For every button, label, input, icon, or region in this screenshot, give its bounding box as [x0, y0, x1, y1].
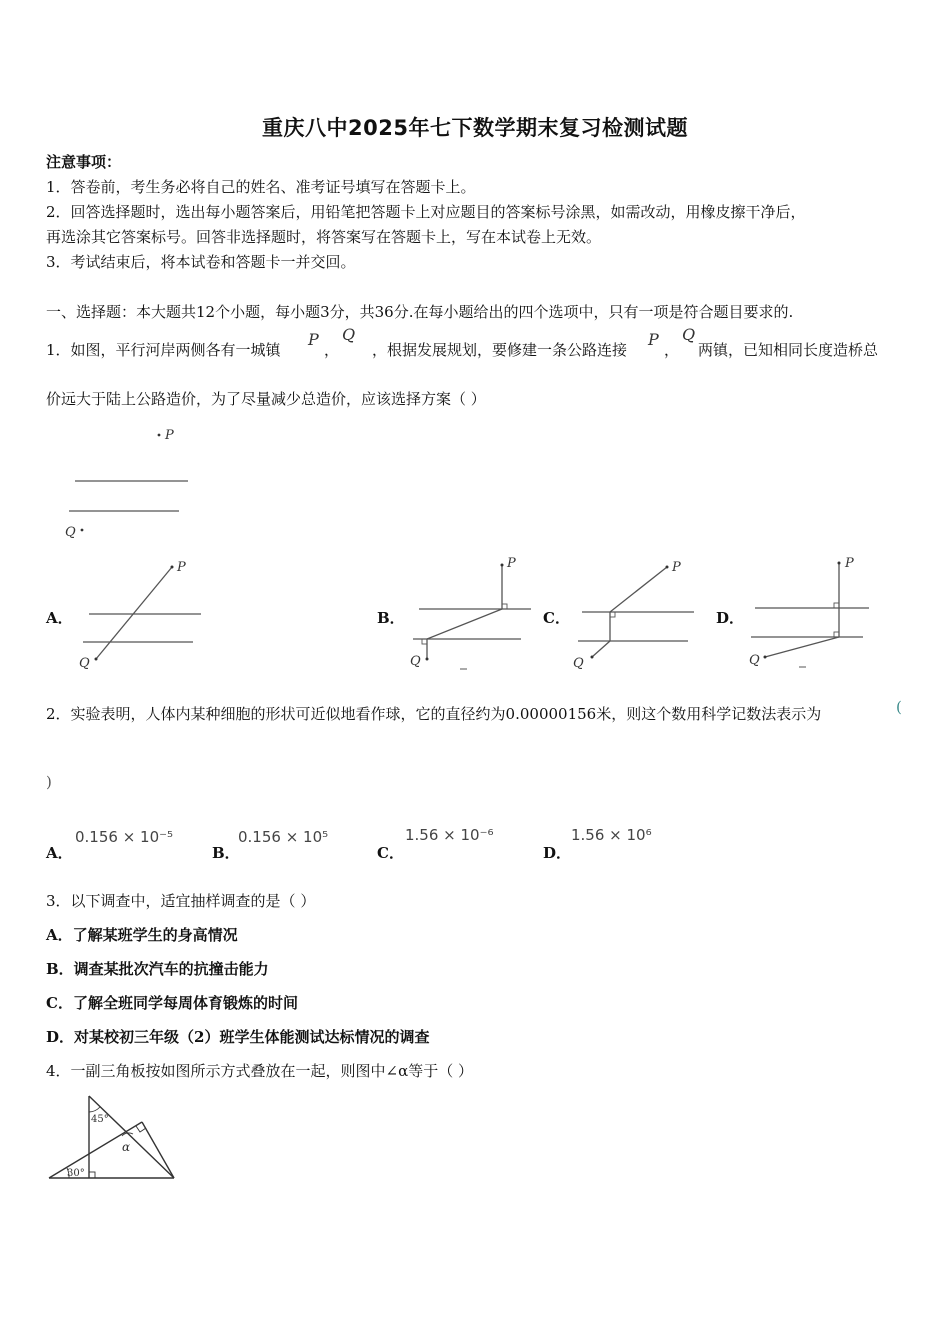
page-title: 重庆八中2025年七下数学期末复习检测试题	[262, 116, 688, 140]
q2-right-paren: )	[46, 773, 52, 791]
q2-option-d-label[interactable]: D．	[543, 844, 572, 862]
angle-45-label: 45°	[91, 1114, 109, 1125]
q1-text-line2: 价远大于陆上公路造价，为了尽量减少总造价，应该选择方案（ ）	[46, 390, 486, 408]
q4-triangle-figure	[45, 1090, 185, 1185]
q1-comma: ，	[324, 341, 340, 359]
q1-option-c-figure	[570, 555, 700, 675]
q3-text: 3．以下调查中，适宜抽样调查的是（ ）	[46, 892, 316, 910]
q1-option-d[interactable]: D．	[716, 609, 745, 627]
q1-option-a-figure	[75, 555, 210, 675]
q1-q-symbol: Q	[342, 325, 356, 344]
q4-text: 4．一副三角板按如图所示方式叠放在一起，则图中∠α等于（ ）	[46, 1062, 474, 1080]
fig-p-label: P	[672, 560, 681, 575]
q1-text-a: 1．如图，平行河岸两侧各有一城镇	[46, 341, 281, 359]
notice-item: 再选涂其它答案标号。回答非选择题时，将答案写在答题卡上，写在本试卷上无效。	[46, 228, 602, 246]
fig-p-label: P	[845, 556, 854, 571]
section-heading: 一、选择题：本大题共12个小题，每小题3分，共36分.在每小题给出的四个选项中，只有一项是符合题目要求的.	[46, 303, 794, 321]
q2-option-a-value: 0.156 × 10⁻⁵	[75, 828, 174, 846]
notice-item: 2．回答选择题时，选出每小题答案后，用铅笔把答题卡上对应题目的答案标号涂黑，如需改动，用橡皮擦干净后，	[46, 203, 806, 221]
q3-option-a[interactable]: A．了解某班学生的身高情况	[46, 926, 238, 944]
q1-option-c[interactable]: C．	[543, 609, 570, 627]
q1-river-figure	[55, 420, 205, 550]
fig-q-label: Q	[79, 656, 90, 671]
q2-left-paren: (	[896, 698, 902, 716]
q1-option-a[interactable]: A．	[46, 609, 73, 627]
q2-option-b-label[interactable]: B．	[212, 844, 240, 862]
fig-q-label: Q	[573, 656, 584, 671]
q1-option-d-figure	[745, 555, 880, 675]
q2-option-a-label[interactable]: A．	[46, 844, 73, 862]
q3-option-c[interactable]: C．了解全班同学每周体育锻炼的时间	[46, 994, 298, 1012]
q2-text: 2．实验表明，人体内某种细胞的形状可近似地看作球，它的直径约为0.00000156米，则这个数用科学记数法表示为	[46, 705, 822, 723]
q1-q-symbol: Q	[682, 325, 696, 344]
angle-30-label: 30°	[67, 1168, 85, 1179]
notice-item: 1．答卷前，考生务必将自己的姓名、准考证号填写在答题卡上。	[46, 178, 476, 196]
q1-option-b[interactable]: B．	[377, 609, 405, 627]
q1-text-c: 两镇，已知相同长度造桥总	[698, 341, 879, 359]
fig-p-label: P	[165, 428, 174, 443]
angle-alpha-label: α	[122, 1140, 131, 1154]
q1-text-b: ，根据发展规划，要修建一条公路连接	[372, 341, 628, 359]
fig-p-label: P	[177, 560, 186, 575]
fig-p-label: P	[507, 556, 516, 571]
q2-option-b-value: 0.156 × 10⁵	[238, 828, 329, 846]
notice-item: 3．考试结束后，将本试卷和答题卡一并交回。	[46, 253, 356, 271]
q2-option-d-value: 1.56 × 10⁶	[571, 826, 652, 844]
notice-heading: 注意事项：	[46, 153, 122, 171]
q2-option-c-value: 1.56 × 10⁻⁶	[405, 826, 494, 844]
q2-option-c-label[interactable]: C．	[377, 844, 404, 862]
q1-p-symbol: P	[308, 330, 319, 349]
q3-option-d[interactable]: D．对某校初三年级（2）班学生体能测试达标情况的调查	[46, 1028, 430, 1046]
fig-q-label: Q	[65, 525, 76, 540]
fig-q-label: Q	[410, 654, 421, 669]
q1-comma: ，	[664, 341, 680, 359]
q1-option-b-figure	[405, 555, 535, 675]
q1-p-symbol: P	[648, 330, 659, 349]
q3-option-b[interactable]: B．调查某批次汽车的抗撞击能力	[46, 960, 269, 978]
fig-q-label: Q	[749, 653, 760, 668]
